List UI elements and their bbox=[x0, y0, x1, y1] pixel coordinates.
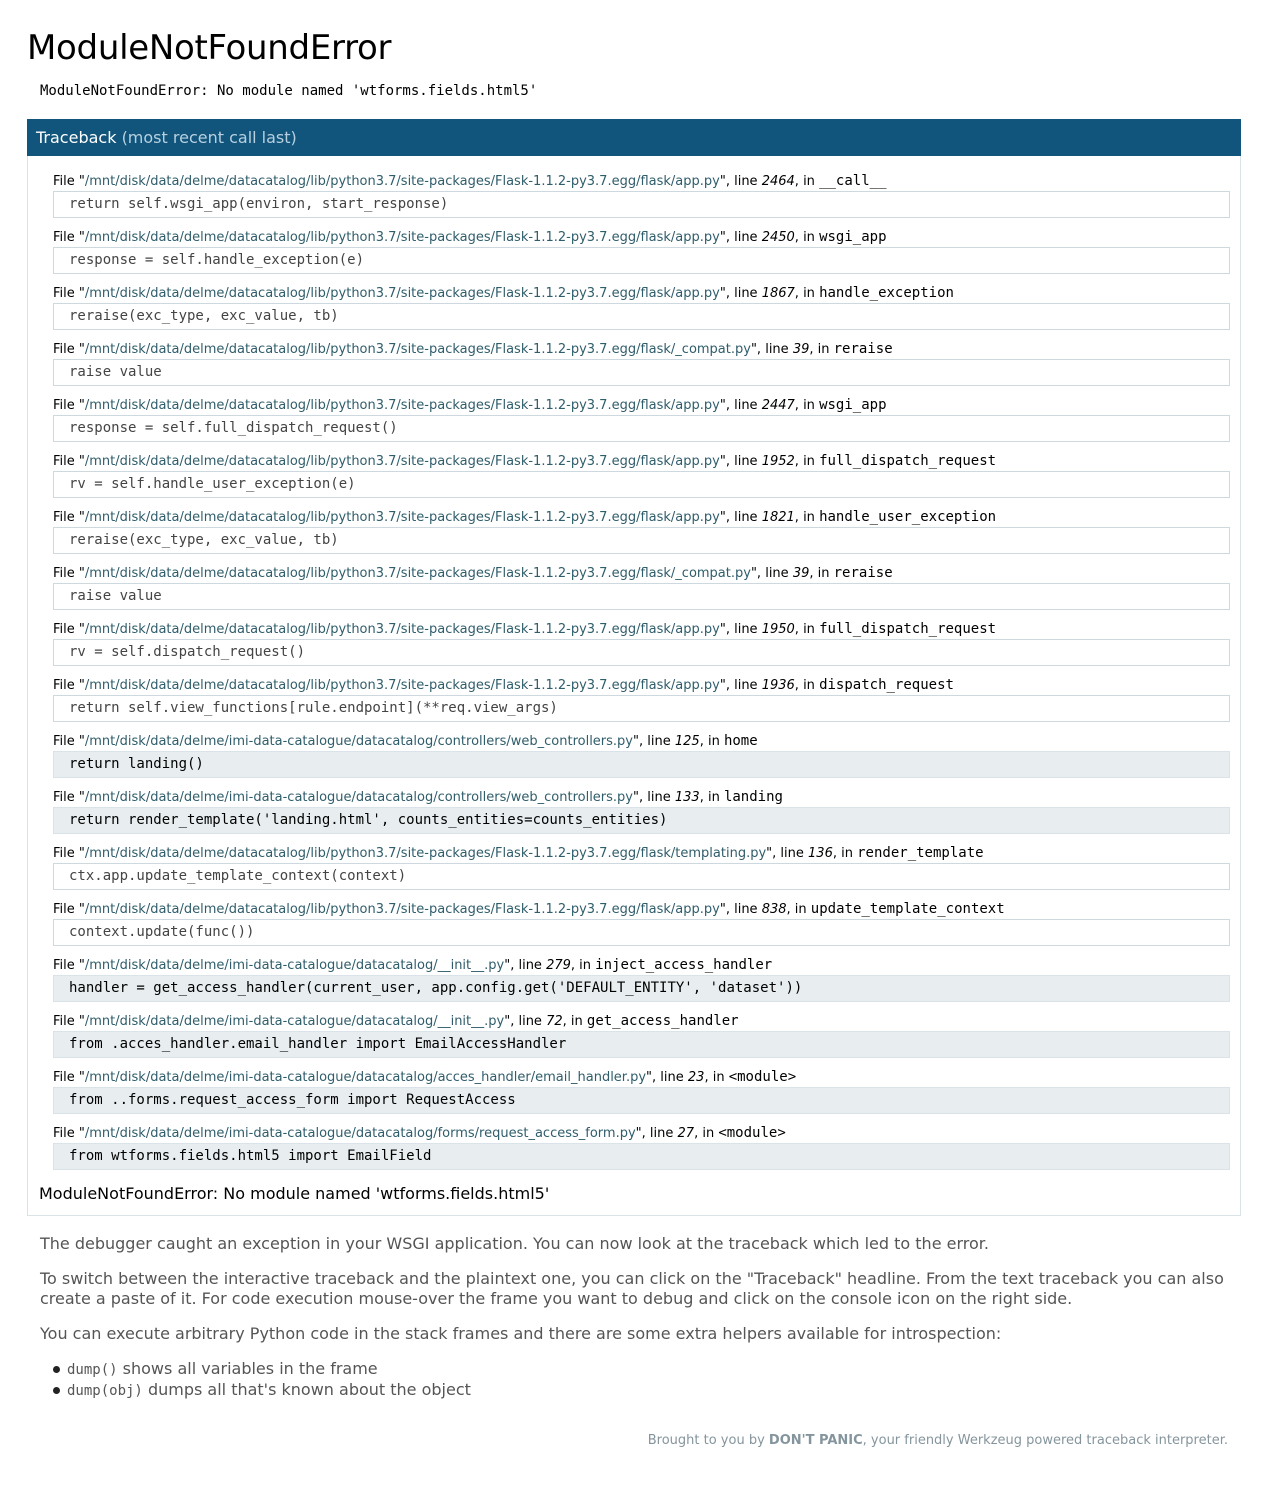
frame-lineno: 72 bbox=[546, 1014, 563, 1029]
frame-header: File "/mnt/disk/data/delme/datacatalog/lib/python3.7/site-packages/Flask-1.1.2-py3.7.egg/flask/app.py", line 1950, in full_dispatch_request bbox=[53, 621, 997, 637]
frame-lineno: 2450 bbox=[761, 230, 795, 245]
frame-line-label: line bbox=[734, 286, 758, 301]
frame-header: File "/mnt/disk/data/delme/datacatalog/lib/python3.7/site-packages/Flask-1.1.2-py3.7.egg/flask/app.py", line 2464, in __call__ bbox=[53, 173, 887, 189]
frame-file-label: File bbox=[53, 510, 75, 525]
frame-line-label: line bbox=[780, 846, 804, 861]
helper-code: dump(obj) bbox=[67, 1383, 143, 1399]
frame-header: File "/mnt/disk/data/delme/datacatalog/lib/python3.7/site-packages/Flask-1.1.2-py3.7.egg/flask/app.py", line 1952, in full_dispatch_request bbox=[53, 453, 997, 469]
frame-in-label: in bbox=[803, 454, 815, 469]
frame-header: File "/mnt/disk/data/delme/datacatalog/lib/python3.7/site-packages/Flask-1.1.2-py3.7.egg/flask/app.py", line 1821, in handle_user_exception bbox=[53, 509, 997, 525]
frame-filename: /mnt/disk/data/delme/imi-data-catalogue/datacatalog/__init__.py bbox=[84, 958, 505, 973]
traceback-frame bbox=[53, 1068, 1230, 1114]
frame-file-label: File bbox=[53, 286, 75, 301]
traceback-label: Traceback bbox=[36, 128, 117, 147]
frame-in-label: in bbox=[702, 1126, 715, 1141]
frame-source[interactable]: context.update(func()) bbox=[53, 919, 1230, 946]
frame-source[interactable]: handler = get_access_handler(current_user, app.config.get('DEFAULT_ENTITY', 'dataset')) bbox=[53, 975, 1230, 1002]
traceback-frame bbox=[53, 1012, 1230, 1058]
traceback-frame bbox=[53, 1124, 1230, 1170]
explanation bbox=[27, 1216, 1241, 1481]
frame-lineno: 1821 bbox=[761, 510, 795, 525]
frame-line-label: line bbox=[765, 342, 789, 357]
frame-filename: /mnt/disk/data/delme/datacatalog/lib/python3.7/site-packages/Flask-1.1.2-py3.7.egg/flask/app.py bbox=[84, 510, 720, 525]
explanation-paragraph: To switch between the interactive traceback and the plaintext one, you can click on the "Traceback" headline. From the text traceback you can also create a paste of it. For code execution mouse-over the frame you want to debug and click on the console icon on the right side. bbox=[40, 1269, 1224, 1308]
frame-filename: /mnt/disk/data/delme/datacatalog/lib/python3.7/site-packages/Flask-1.1.2-py3.7.egg/flask/app.py bbox=[84, 398, 720, 413]
frame-source[interactable]: response = self.full_dispatch_request() bbox=[53, 415, 1230, 442]
frame-in-label: in bbox=[803, 510, 815, 525]
frame-line-label: line bbox=[765, 566, 789, 581]
frame-file-label: File bbox=[53, 566, 75, 581]
frame-in-label: in bbox=[803, 678, 815, 693]
frame-header: File "/mnt/disk/data/delme/datacatalog/lib/python3.7/site-packages/Flask-1.1.2-py3.7.egg/flask/templating.py", line 136, in render_template bbox=[53, 845, 984, 861]
frame-header: File "/mnt/disk/data/delme/imi-data-catalogue/datacatalog/__init__.py", line 72, in get_access_handler bbox=[53, 1013, 739, 1029]
frame-filename: /mnt/disk/data/delme/imi-data-catalogue/datacatalog/controllers/web_controllers.py bbox=[84, 790, 633, 805]
frame-header: File "/mnt/disk/data/delme/datacatalog/lib/python3.7/site-packages/Flask-1.1.2-py3.7.egg/flask/_compat.py", line 39, in reraise bbox=[53, 341, 893, 357]
frame-lineno: 279 bbox=[546, 958, 571, 973]
frame-source[interactable]: return self.wsgi_app(environ, start_response) bbox=[53, 191, 1230, 218]
helper-item bbox=[67, 1359, 1228, 1380]
frame-filename: /mnt/disk/data/delme/datacatalog/lib/python3.7/site-packages/Flask-1.1.2-py3.7.egg/flask/app.py bbox=[84, 230, 720, 245]
frame-line-label: line bbox=[734, 454, 758, 469]
frame-header: File "/mnt/disk/data/delme/datacatalog/lib/python3.7/site-packages/Flask-1.1.2-py3.7.egg/flask/app.py", line 2447, in wsgi_app bbox=[53, 397, 887, 413]
frame-in-label: in bbox=[707, 790, 720, 805]
explanation-paragraph: The debugger caught an exception in your WSGI application. You can now look at the traceback which led to the error. bbox=[40, 1234, 989, 1253]
frame-function: reraise bbox=[833, 341, 893, 357]
frame-function: wsgi_app bbox=[819, 397, 887, 413]
frame-header: File "/mnt/disk/data/delme/imi-data-catalogue/datacatalog/acces_handler/email_handler.py", line 23, in <module> bbox=[53, 1069, 797, 1085]
frame-lineno: 838 bbox=[761, 902, 787, 917]
frame-line-label: line bbox=[734, 622, 758, 637]
frame-lineno: 39 bbox=[792, 566, 810, 581]
frame-in-label: in bbox=[841, 846, 853, 861]
traceback-frame bbox=[53, 732, 1230, 778]
frame-function: home bbox=[723, 733, 758, 749]
frame-filename: /mnt/disk/data/delme/datacatalog/lib/python3.7/site-packages/Flask-1.1.2-py3.7.egg/flask/app.py bbox=[84, 622, 720, 637]
frame-function: render_template bbox=[857, 845, 984, 861]
frame-header: File "/mnt/disk/data/delme/imi-data-catalogue/datacatalog/forms/request_access_form.py", line 27, in <module> bbox=[53, 1125, 786, 1141]
frame-file-label: File bbox=[53, 174, 75, 189]
frame-function: get_access_handler bbox=[586, 1013, 739, 1029]
footer-suffix: , your friendly Werkzeug powered traceback interpreter. bbox=[862, 1433, 1228, 1448]
helper-item bbox=[67, 1380, 1228, 1401]
frame-in-label: in bbox=[707, 734, 720, 749]
traceback-frame bbox=[53, 452, 1230, 498]
frame-in-label: in bbox=[579, 958, 592, 973]
frame-filename: /mnt/disk/data/delme/datacatalog/lib/python3.7/site-packages/Flask-1.1.2-py3.7.egg/flask/app.py bbox=[84, 174, 720, 189]
frame-in-label: in bbox=[817, 342, 830, 357]
traceback-frame bbox=[53, 620, 1230, 666]
frame-function: handle_user_exception bbox=[819, 509, 997, 525]
frame-source[interactable]: return self.view_functions[rule.endpoint](**req.view_args) bbox=[53, 695, 1230, 722]
frame-filename: /mnt/disk/data/delme/imi-data-catalogue/datacatalog/acces_handler/email_handler.py bbox=[84, 1070, 647, 1085]
traceback-frame bbox=[53, 172, 1230, 218]
frame-file-label: File bbox=[53, 958, 75, 973]
frame-lineno: 1950 bbox=[761, 622, 795, 637]
frame-source[interactable]: response = self.handle_exception(e) bbox=[53, 247, 1230, 274]
frame-source[interactable]: from wtforms.fields.html5 import EmailField bbox=[53, 1143, 1230, 1170]
frame-source[interactable]: from .acces_handler.email_handler import EmailAccessHandler bbox=[53, 1031, 1230, 1058]
frame-in-label: in bbox=[803, 174, 815, 189]
footer bbox=[40, 1431, 1228, 1481]
traceback-frame bbox=[53, 788, 1230, 834]
frame-file-label: File bbox=[53, 790, 75, 805]
frame-source[interactable]: rv = self.handle_user_exception(e) bbox=[53, 471, 1230, 498]
helper-text: dumps all that's known about the object bbox=[142, 1380, 471, 1399]
footer-brand: DON'T PANIC bbox=[768, 1433, 863, 1448]
frame-function: wsgi_app bbox=[819, 229, 887, 245]
traceback-frames bbox=[53, 172, 1230, 1170]
frame-file-label: File bbox=[53, 1126, 75, 1141]
frame-lineno: 133 bbox=[674, 790, 700, 805]
frame-line-label: line bbox=[647, 734, 671, 749]
traceback-sublabel: (most recent call last) bbox=[121, 128, 297, 147]
frame-in-label: in bbox=[803, 286, 815, 301]
frame-lineno: 39 bbox=[792, 342, 810, 357]
traceback-frame bbox=[53, 340, 1230, 386]
frame-function: dispatch_request bbox=[819, 677, 954, 693]
frame-line-label: line bbox=[734, 398, 758, 413]
frame-lineno: 1867 bbox=[761, 286, 795, 301]
frame-header: File "/mnt/disk/data/delme/imi-data-catalogue/datacatalog/controllers/web_controllers.py", line 133, in landing bbox=[53, 789, 783, 805]
frame-filename: /mnt/disk/data/delme/imi-data-catalogue/datacatalog/controllers/web_controllers.py bbox=[84, 734, 633, 749]
frame-line-label: line bbox=[734, 174, 758, 189]
frame-line-label: line bbox=[660, 1070, 684, 1085]
frame-in-label: in bbox=[803, 398, 815, 413]
frame-lineno: 125 bbox=[674, 734, 700, 749]
frame-header: File "/mnt/disk/data/delme/datacatalog/lib/python3.7/site-packages/Flask-1.1.2-py3.7.egg/flask/_compat.py", line 39, in reraise bbox=[53, 565, 893, 581]
frame-line-label: line bbox=[734, 510, 758, 525]
traceback-frame bbox=[53, 564, 1230, 610]
frame-function: inject_access_handler bbox=[595, 957, 773, 973]
frame-filename: /mnt/disk/data/delme/datacatalog/lib/python3.7/site-packages/Flask-1.1.2-py3.7.egg/flask/app.py bbox=[84, 454, 720, 469]
frame-filename: /mnt/disk/data/delme/datacatalog/lib/python3.7/site-packages/Flask-1.1.2-py3.7.egg/flask/templating.py bbox=[84, 846, 767, 861]
frame-in-label: in bbox=[817, 566, 830, 581]
frame-line-label: line bbox=[647, 790, 671, 805]
frame-source[interactable]: rv = self.dispatch_request() bbox=[53, 639, 1230, 666]
frame-filename: /mnt/disk/data/delme/imi-data-catalogue/datacatalog/forms/request_access_form.py bbox=[84, 1126, 636, 1141]
final-error: ModuleNotFoundError: No module named 'wtforms.fields.html5' bbox=[39, 1184, 550, 1203]
frame-function: full_dispatch_request bbox=[819, 453, 997, 469]
frame-line-label: line bbox=[734, 902, 758, 917]
frame-file-label: File bbox=[53, 1070, 75, 1085]
footer-prefix: Brought to you by bbox=[647, 1433, 769, 1448]
frame-file-label: File bbox=[53, 454, 75, 469]
frame-header: File "/mnt/disk/data/delme/imi-data-catalogue/datacatalog/controllers/web_controllers.py", line 125, in home bbox=[53, 733, 758, 749]
frame-in-label: in bbox=[794, 902, 807, 917]
frame-file-label: File bbox=[53, 398, 75, 413]
frame-lineno: 2464 bbox=[761, 174, 795, 189]
frame-function: reraise bbox=[833, 565, 893, 581]
traceback-frame bbox=[53, 396, 1230, 442]
frame-file-label: File bbox=[53, 1014, 75, 1029]
frame-filename: /mnt/disk/data/delme/datacatalog/lib/python3.7/site-packages/Flask-1.1.2-py3.7.egg/flask/_compat.py bbox=[84, 566, 751, 581]
frame-header: File "/mnt/disk/data/delme/datacatalog/lib/python3.7/site-packages/Flask-1.1.2-py3.7.egg/flask/app.py", line 1867, in handle_exception bbox=[53, 285, 954, 301]
frame-header: File "/mnt/disk/data/delme/datacatalog/lib/python3.7/site-packages/Flask-1.1.2-py3.7.egg/flask/app.py", line 2450, in wsgi_app bbox=[53, 229, 887, 245]
helper-list bbox=[40, 1359, 1228, 1401]
frame-source[interactable]: raise value bbox=[53, 583, 1230, 610]
frame-function: update_template_context bbox=[810, 901, 1005, 917]
traceback-frame bbox=[53, 508, 1230, 554]
frame-source[interactable]: reraise(exc_type, exc_value, tb) bbox=[53, 303, 1230, 330]
frame-lineno: 1936 bbox=[761, 678, 795, 693]
frame-lineno: 2447 bbox=[761, 398, 795, 413]
frame-file-label: File bbox=[53, 678, 75, 693]
frame-file-label: File bbox=[53, 734, 75, 749]
traceback-frame bbox=[53, 844, 1230, 890]
helper-text: shows all variables in the frame bbox=[117, 1359, 378, 1378]
frame-file-label: File bbox=[53, 342, 75, 357]
traceback-frame bbox=[53, 956, 1230, 1002]
frame-function: __call__ bbox=[819, 173, 887, 189]
frame-line-label: line bbox=[649, 1126, 674, 1141]
frame-line-label: line bbox=[734, 678, 758, 693]
frame-filename: /mnt/disk/data/delme/imi-data-catalogue/datacatalog/__init__.py bbox=[84, 1014, 505, 1029]
frame-function: full_dispatch_request bbox=[819, 621, 997, 637]
error-message: ModuleNotFoundError: No module named 'wtforms.fields.html5' bbox=[40, 83, 538, 99]
frame-function: landing bbox=[723, 789, 783, 805]
frame-header: File "/mnt/disk/data/delme/datacatalog/lib/python3.7/site-packages/Flask-1.1.2-py3.7.egg/flask/app.py", line 1936, in dispatch_request bbox=[53, 677, 954, 693]
frame-lineno: 136 bbox=[808, 846, 833, 861]
traceback-frame bbox=[53, 900, 1230, 946]
frame-source[interactable]: return render_template('landing.html', counts_entities=counts_entities) bbox=[53, 807, 1230, 834]
frame-source[interactable]: from ..forms.request_access_form import RequestAccess bbox=[53, 1087, 1230, 1114]
frame-in-label: in bbox=[712, 1070, 725, 1085]
frame-filename: /mnt/disk/data/delme/datacatalog/lib/python3.7/site-packages/Flask-1.1.2-py3.7.egg/flask/app.py bbox=[84, 678, 720, 693]
frame-file-label: File bbox=[53, 230, 75, 245]
traceback-box bbox=[27, 156, 1241, 1216]
traceback-frame bbox=[53, 676, 1230, 722]
frame-function: <module> bbox=[728, 1069, 797, 1085]
frame-source[interactable]: raise value bbox=[53, 359, 1230, 386]
frame-header: File "/mnt/disk/data/delme/datacatalog/lib/python3.7/site-packages/Flask-1.1.2-py3.7.egg/flask/app.py", line 838, in update_template_context bbox=[53, 901, 1005, 917]
frame-filename: /mnt/disk/data/delme/datacatalog/lib/python3.7/site-packages/Flask-1.1.2-py3.7.egg/flask/_compat.py bbox=[84, 342, 751, 357]
explanation-paragraph: You can execute arbitrary Python code in the stack frames and there are some extra helpers available for introspection: bbox=[40, 1324, 1002, 1343]
helper-code: dump() bbox=[67, 1362, 118, 1378]
frame-source[interactable]: ctx.app.update_template_context(context) bbox=[53, 863, 1230, 890]
frame-line-label: line bbox=[518, 1014, 542, 1029]
frame-header: File "/mnt/disk/data/delme/imi-data-catalogue/datacatalog/__init__.py", line 279, in inject_access_handler bbox=[53, 957, 773, 973]
frame-line-label: line bbox=[518, 958, 542, 973]
frame-in-label: in bbox=[803, 230, 815, 245]
traceback-frame bbox=[53, 228, 1230, 274]
frame-filename: /mnt/disk/data/delme/datacatalog/lib/python3.7/site-packages/Flask-1.1.2-py3.7.egg/flask/app.py bbox=[84, 286, 720, 301]
frame-filename: /mnt/disk/data/delme/datacatalog/lib/python3.7/site-packages/Flask-1.1.2-py3.7.egg/flask/app.py bbox=[84, 902, 720, 917]
frame-file-label: File bbox=[53, 846, 75, 861]
frame-in-label: in bbox=[803, 622, 815, 637]
frame-file-label: File bbox=[53, 902, 75, 917]
frame-lineno: 27 bbox=[677, 1126, 695, 1141]
frame-lineno: 1952 bbox=[761, 454, 795, 469]
frame-source[interactable]: reraise(exc_type, exc_value, tb) bbox=[53, 527, 1230, 554]
frame-lineno: 23 bbox=[687, 1070, 705, 1085]
traceback-frame bbox=[53, 284, 1230, 330]
frame-source[interactable]: return landing() bbox=[53, 751, 1230, 778]
frame-line-label: line bbox=[734, 230, 758, 245]
frame-function: handle_exception bbox=[819, 285, 954, 301]
traceback-headline[interactable] bbox=[27, 119, 1241, 156]
frame-function: <module> bbox=[718, 1125, 786, 1141]
frame-in-label: in bbox=[570, 1014, 583, 1029]
frame-file-label: File bbox=[53, 622, 75, 637]
page-title: ModuleNotFoundError bbox=[27, 28, 392, 68]
